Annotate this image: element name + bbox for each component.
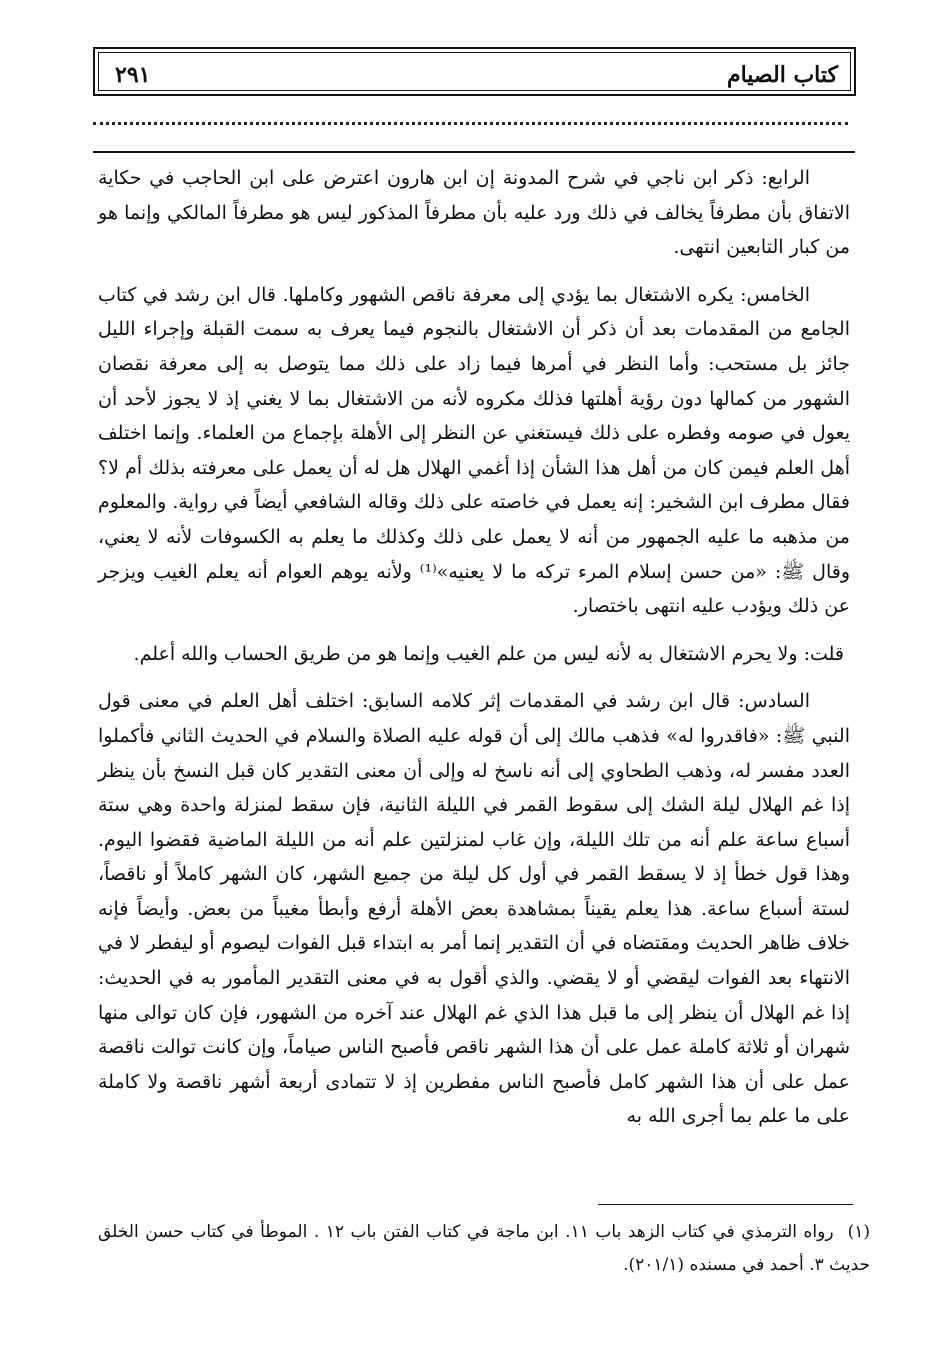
paragraph-fifth: الخامس: يكره الاشتغال بما يؤدي إلى معرفة ناقص الشهور وكاملها. قال ابن رشد في كتاب الجامع من المقدمات بعد أن ذكر أن الاشتغال بالنجوم فيما يعرف به سمت القبلة وإجراء الليل جائز بل مستحب: وأما النظر في أمرها فيما زاد على ذلك مما يتوصل به إلى معرفة نقصان الشهور من كمالها دون رؤية أهلتها فذلك مكروه لأنه من الاشتغال بما لا يغني إذ لا يجوز لأحد أن يعول في صومه وفطره على ذلك فيستغني عن النظر إلى الأهلة بإجماع من العلماء. وإنما اختلف أهل العلم فيمن كان من أهل هذا الشأن إذا أغمي الهلال هل له أن يعمل على معرفته بذلك أم لا؟ فقال مطرف ابن الشخير: إنه يعمل في خاصته على ذلك وقاله الشافعي أيضاً في رواية. والمعلوم من مذهبه ما عليه الجمهور من أنه لا يعمل على ذلك وكذلك ما يعلم به الكسوفات لأنه لا يعني، وقال ﷺ: «من حسن إسلام المرء تركه ما لا يعنيه»⁽¹⁾ ولأنه يوهم العوام أنه يعلم الغيب ويزجر عن ذلك ويؤدب عليه انتهى باختصار. [98,283,850,618]
footnote-number: (١) [847,1222,870,1242]
footnote-rule [598,1204,853,1205]
dotted-divider [93,122,848,125]
footnote-text: رواه الترمذي في كتاب الزهد باب ١١. ابن ماجة في كتاب الفتن باب ١٢ . الموطأ في كتاب حسن الخلق حديث ٣. أحمد في مسنده (٢٠١/١). [98,1222,870,1275]
running-header [93,47,856,96]
paragraph-note: قلت: ولا يحرم الاشتغال به لأنه ليس من علم الغيب وإنما هو من طريق الحساب والله أعلم. [133,642,844,665]
page-number: ٢٩١ [115,62,151,88]
book-title: كتاب الصيام [726,62,838,88]
header-inner-frame [98,52,851,91]
paragraph-fourth: الرابع: ذكر ابن ناجي في شرح المدونة إن ابن هارون اعترض على ابن الحاجب في حكاية الاتفاق بأن مطرفاً يخالف في ذلك ورد عليه بأن مطرفاً المذكور ليس هو مطرفاً المالكي وإنما هو من كبار التابعين انتهى. [98,167,850,259]
footnote-item [98,1216,870,1282]
main-text [98,161,850,1147]
paragraph-sixth: السادس: قال ابن رشد في المقدمات إثر كلامه السابق: اختلف أهل العلم في معنى قول النبي ﷺ: «فاقدروا له» فذهب مالك إلى أن قوله عليه الصلاة والسلام في الحديث الثاني فأكملوا العدد مفسر له، وذهب الطحاوي إلى أنه ناسخ له وإلى أن معنى التقدير كان قبل النسخ بأن ينظر إذا غم الهلال ليلة الشك إلى سقوط القمر في الليلة الثانية، فإن سقط لمنزلة واحدة وهي ستة أسباع ساعة علم أنه من تلك الليلة، وإن غاب لمنزلتين علم أنه من الليلة الماضية فقضوا اليوم. وهذا قول خطأ إذ لا يسقط القمر في أول كل ليلة من جميع الشهر، كان الشهر كاملاً أو ناقصاً، لستة أسباع ساعة. هذا يعلم يقيناً بمشاهدة بعض الأهلة أرفع وأبطأ مغيباً من بعض. وأيضاً فإنه خلاف ظاهر الحديث ومقتضاه في أن التقدير إنما أمر به ابتداء قبل الفوات ليصوم أو ليفطر لا في الانتهاء بعد الفوات ليقضي أو لا يقضي. والذي أقول به في معنى التقدير المأمور به في الحديث: إذا غم الهلال أن ينظر إلى ما قبل هذا الذي غم الهلال عند آخره من الشهور، فإن كان توالى منها شهران أو ثلاثة كاملة عمل على أن هذا الشهر ناقص فأصبح الناس صياماً، وإن كانت توالت ناقصة عمل على أن هذا الشهر كامل فأصبح الناس مفطرين إذ لا تتمادى أربعة أشهر ناقصة ولا كاملة على ما علم بما أجرى الله به [98,690,850,1128]
text-top-rule [93,151,855,153]
footnotes [98,1216,870,1282]
